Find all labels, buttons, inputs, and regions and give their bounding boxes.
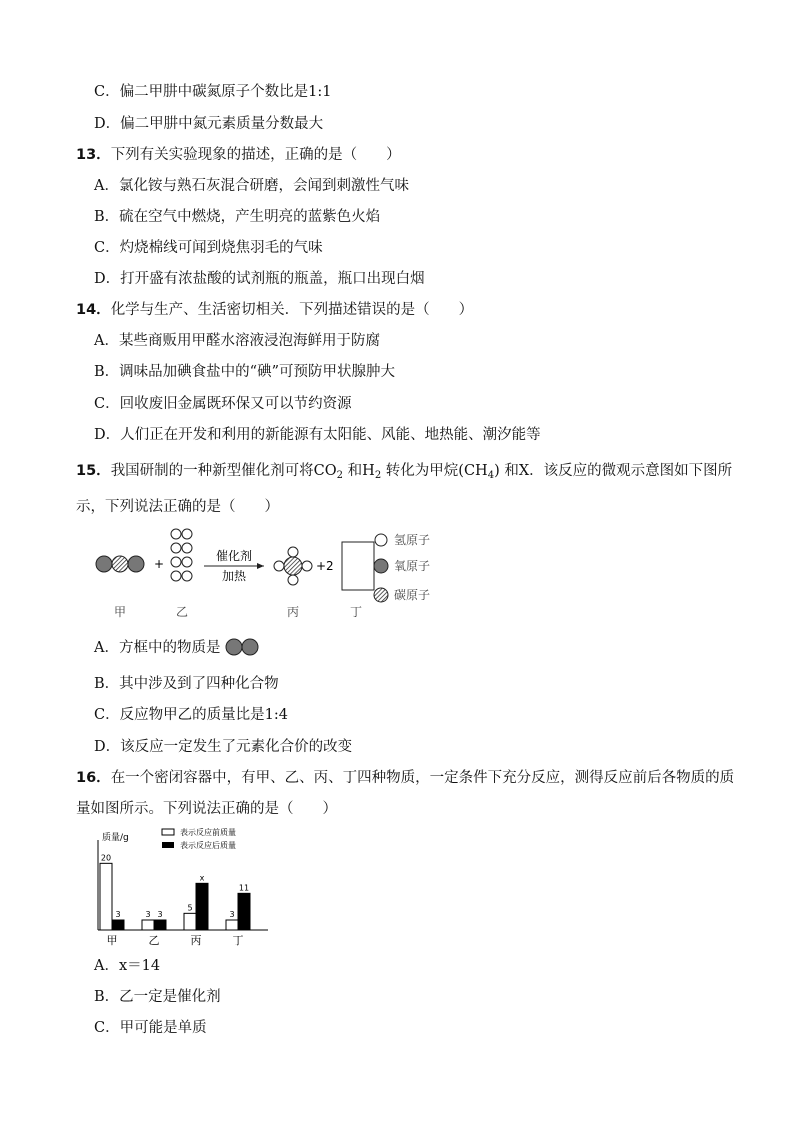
mass-bar-chart	[94, 826, 274, 948]
molecule-jia	[96, 556, 144, 572]
question-number: 14．	[76, 302, 111, 318]
arrow-label-catalyst: 催化剂	[216, 549, 253, 563]
q15-option-c: C．反应物甲乙的质量比是1:4	[94, 707, 288, 723]
stem-part-2: 和H	[343, 463, 375, 479]
question-14	[76, 300, 473, 320]
category-label: 乙	[148, 934, 160, 947]
question-stem: 在一个密闭容器中，有甲、乙、丙、丁四种物质，一定条件下充分反应，测得反应前后各物质的质	[110, 770, 735, 786]
hydrogen-legend-icon	[375, 534, 387, 546]
question-number: 15．	[76, 463, 111, 479]
question-13	[76, 145, 401, 165]
category-label: 甲	[106, 934, 118, 947]
q16-option-b: B．乙一定是催化剂	[94, 989, 221, 1005]
arrow-head	[257, 563, 264, 569]
q16-option-c: C．甲可能是单质	[94, 1020, 207, 1036]
bar-value-label: 3	[115, 910, 121, 919]
question-number: 13．	[76, 147, 111, 163]
q15-option-d: D．该反应一定发生了元素化合价的改变	[94, 739, 353, 755]
oxygen-molecule-icon	[225, 638, 259, 656]
label-yi: 乙	[176, 605, 189, 619]
label-ding: 丁	[350, 605, 363, 619]
oxygen-legend-icon	[374, 559, 388, 573]
question-15-line-2: 示，下列说法正确的是（ ）	[76, 499, 279, 515]
question-number: 16．	[76, 770, 111, 786]
stem-part-3: 转化为甲烷(CH	[381, 463, 488, 479]
q13-option-c: C．灼烧棉线可闻到烧焦羽毛的气味	[94, 240, 323, 256]
bar-value-label: 20	[100, 853, 112, 863]
carbon-legend-icon	[374, 588, 388, 602]
question-stem: 化学与生产、生活密切相关．下列描述错误的是（ ）	[110, 302, 474, 318]
legend-oxygen: 氧原子	[394, 559, 431, 573]
stem-part-1: 我国研制的一种新型催化剂可将CO	[110, 463, 337, 479]
arrow-label-heat: 加热	[222, 569, 247, 583]
bar-value-label: 5	[187, 903, 193, 913]
legend-before: 表示反应前质量	[180, 828, 236, 837]
prev-option-c: C．偏二甲肼中碳氮原子个数比是1:1	[94, 84, 332, 100]
q13-option-d: D．打开盛有浓盐酸的试剂瓶的瓶盖，瓶口出现白烟	[94, 271, 425, 287]
bar-value-label: x	[199, 873, 205, 883]
legend-after-swatch	[162, 842, 174, 848]
q14-option-a: A．某些商贩用甲醛水溶液浸泡海鲜用于防腐	[94, 333, 380, 349]
subscript: 4	[487, 470, 495, 481]
legend-after: 表示反应后质量	[180, 841, 236, 850]
bar-before-3	[184, 913, 196, 930]
bar-before-4	[226, 920, 238, 930]
legend	[374, 533, 430, 602]
q15-option-a	[94, 638, 259, 658]
q14-option-d: D．人们正在开发和利用的新能源有太阳能、风能、地热能、潮汐能等	[94, 427, 541, 443]
legend-hydrogen: 氢原子	[394, 533, 431, 547]
stem-part-4: ) 和X．该反应的微观示意图如下图所	[494, 463, 733, 479]
blank-box	[342, 542, 374, 590]
q13-option-b: B．硫在空气中燃烧，产生明亮的蓝紫色火焰	[94, 209, 381, 225]
label-jia: 甲	[114, 605, 127, 619]
bar-before-2	[142, 920, 154, 930]
bar-after-3	[196, 883, 208, 930]
bar-after-4	[238, 893, 250, 930]
subscript: 2	[374, 470, 382, 481]
q14-option-c: C．回收废旧金属既环保又可以节约资源	[94, 396, 352, 412]
bar-value-label: 3	[157, 910, 163, 919]
plus-sign: +	[154, 557, 165, 571]
molecules-yi	[171, 529, 192, 581]
bar-after-1	[112, 920, 124, 930]
bar-value-label: 11	[238, 883, 250, 893]
q14-option-b: B．调味品加碘食盐中的“碘”可预防甲状腺肿大	[94, 364, 395, 380]
bar-value-label: 3	[229, 910, 235, 919]
category-label: 丙	[190, 934, 202, 947]
q16-option-a: A．x＝14	[94, 958, 161, 974]
q13-option-a: A．氯化铵与熟石灰混合研磨，会闻到刺激性气味	[94, 178, 409, 194]
q15-option-b: B．其中涉及到了四种化合物	[94, 676, 279, 692]
prev-option-d: D．偏二甲肼中氮元素质量分数最大	[94, 116, 324, 132]
bar-after-2	[154, 920, 166, 930]
bar-value-label: 3	[145, 910, 151, 919]
molecule-bing	[274, 547, 312, 585]
question-16-line-2: 量如图所示。下列说法正确的是（ ）	[76, 801, 337, 817]
question-16	[76, 768, 734, 788]
subscript: 2	[336, 470, 344, 481]
y-axis-label: 质量/g	[102, 833, 129, 843]
plus-two: +2	[316, 559, 334, 573]
reaction-diagram	[94, 528, 444, 620]
legend-before-swatch	[162, 829, 174, 835]
label-bing: 丙	[287, 605, 300, 619]
category-label: 丁	[232, 934, 244, 947]
bar-before-1	[100, 863, 112, 930]
option-a-text: A．方框中的物质是	[94, 640, 221, 656]
question-15	[76, 461, 732, 486]
question-stem: 下列有关实验现象的描述，正确的是（ ）	[110, 147, 401, 163]
legend-carbon: 碳原子	[394, 588, 431, 602]
